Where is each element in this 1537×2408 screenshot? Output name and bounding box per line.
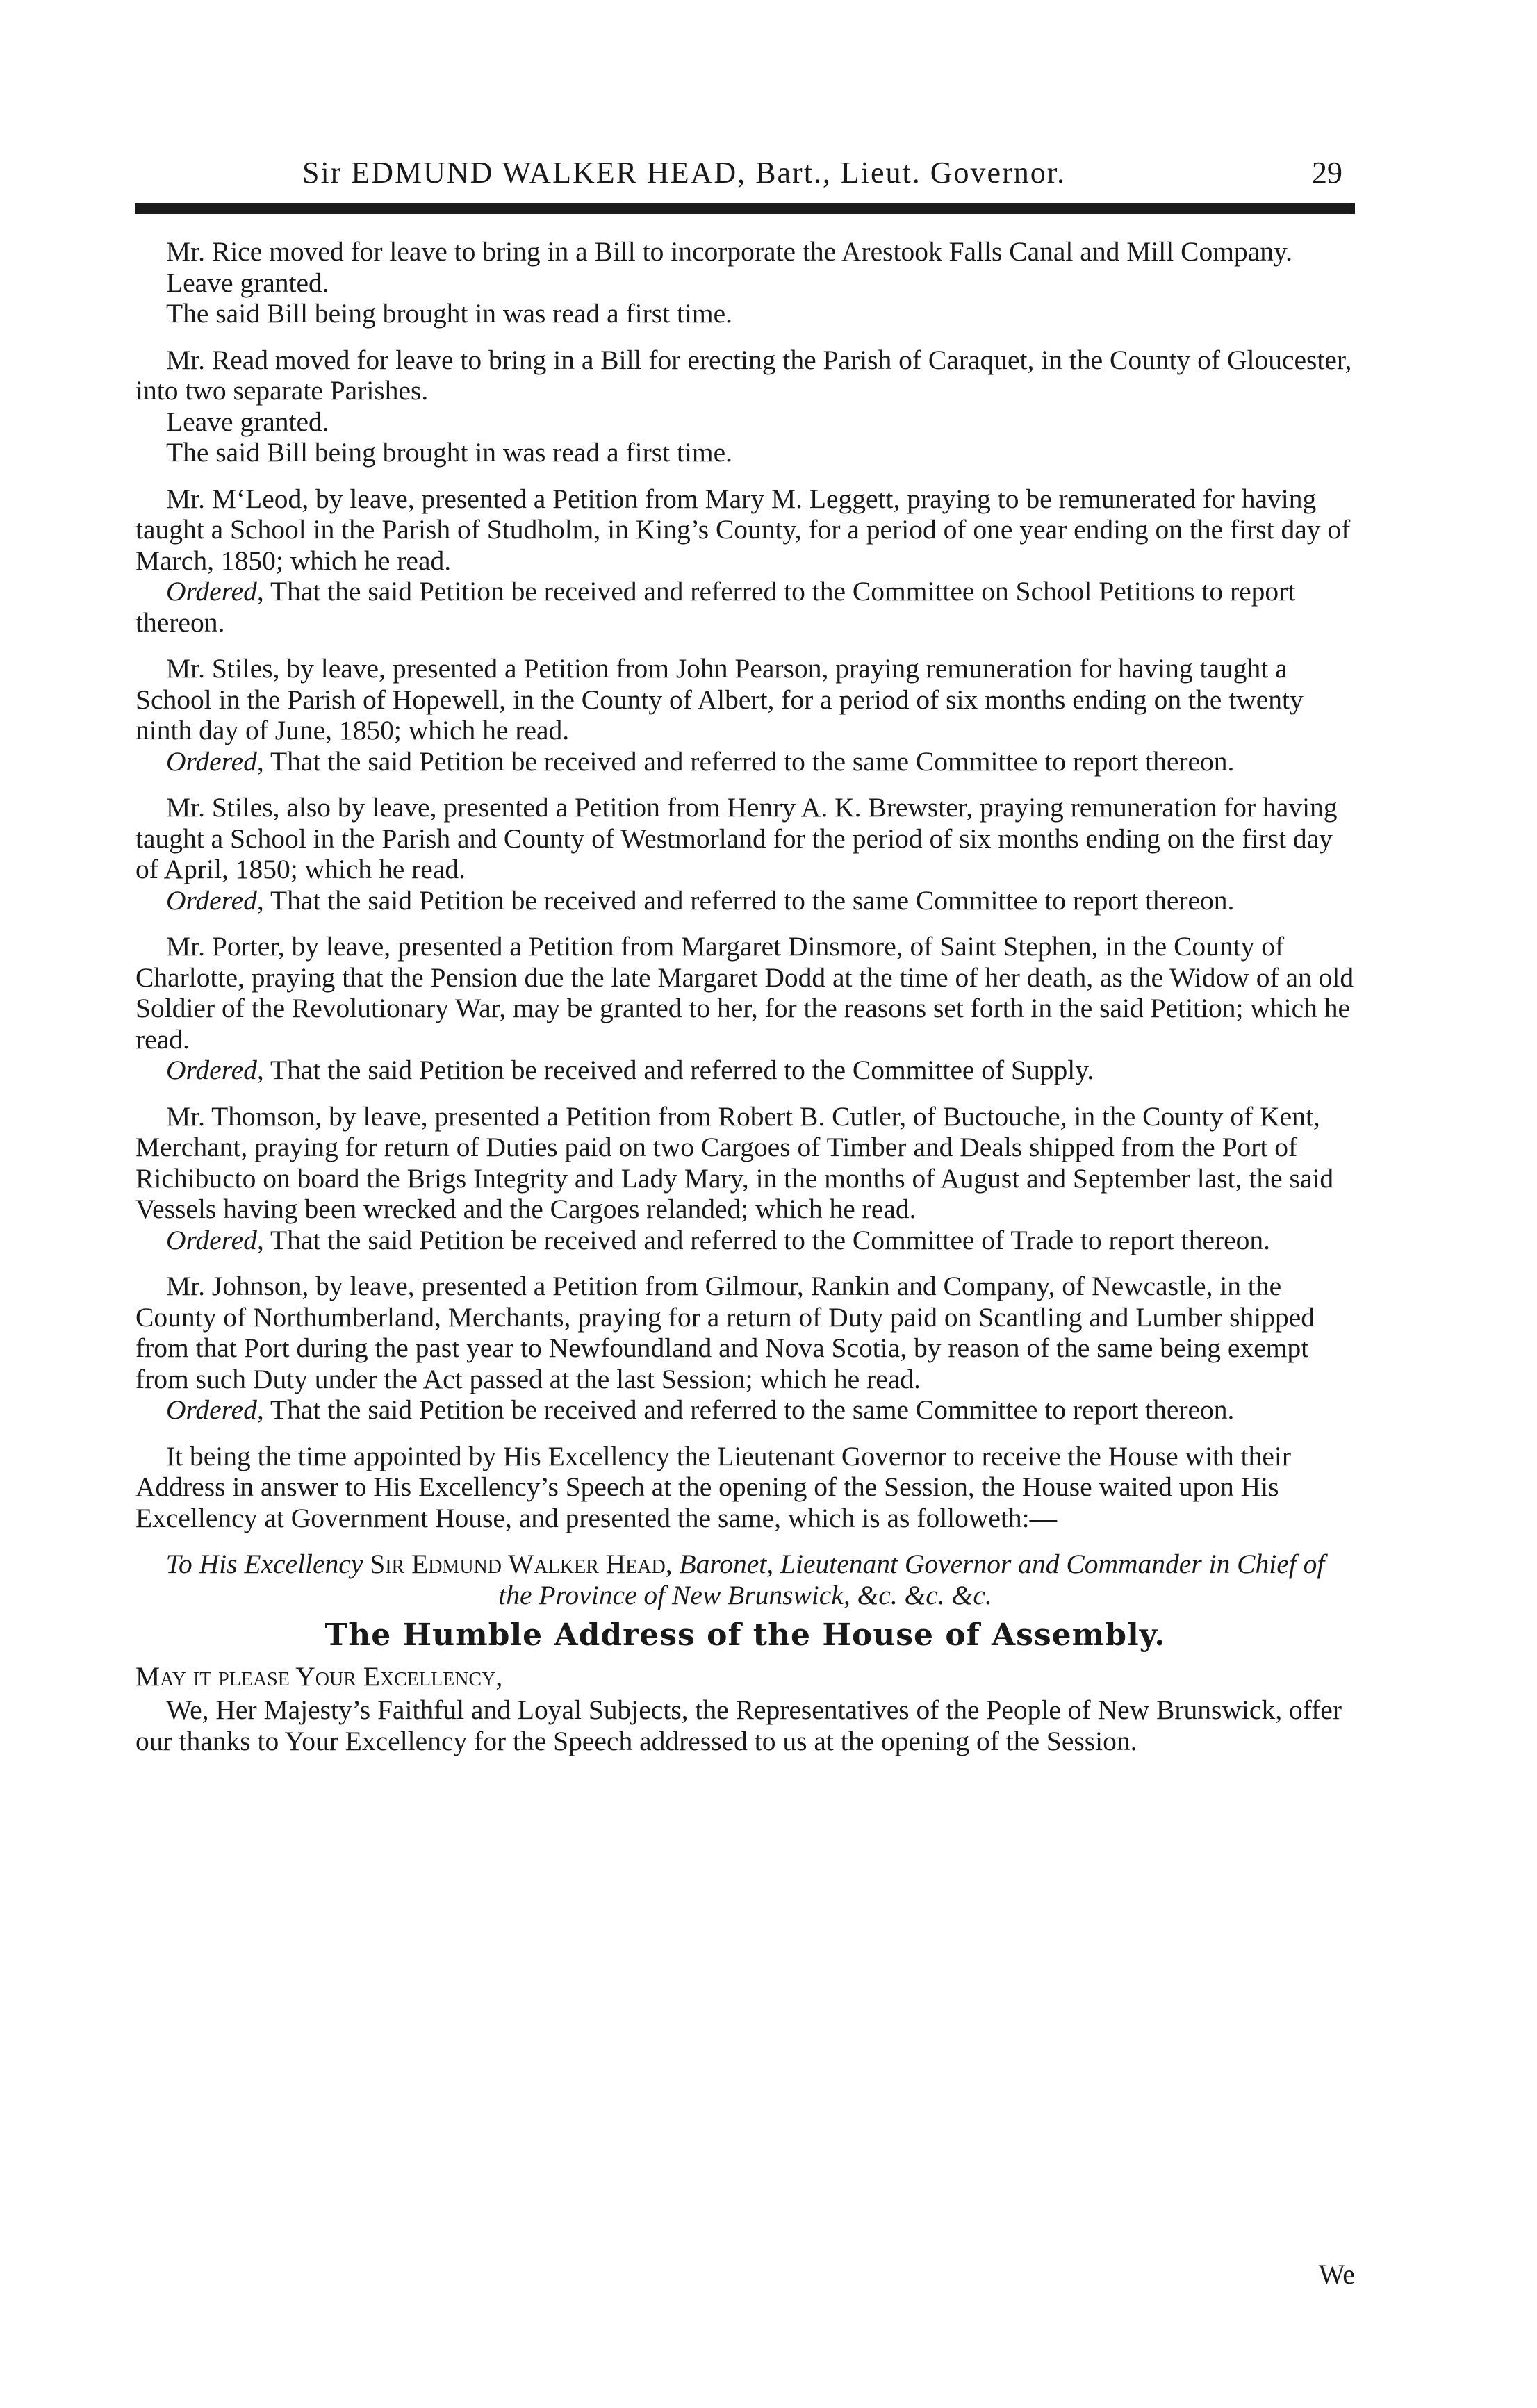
ordered-word: Ordered,	[166, 745, 264, 777]
entry-text: The said Bill being brought in was read a first time.	[166, 298, 733, 329]
ordered-text: That the said Petition be received and referred to the same Committee to report thereon.	[263, 1394, 1235, 1425]
address-to-rest: Baronet, Lieutenant Governor and Commander in Chief of the Province of New Brunswick, &c. &c. &c.	[498, 1549, 1325, 1610]
entry-text: The said Bill being brought in was read a first time.	[166, 437, 733, 468]
address-heading: The Humble Address of the House of Assembly.	[324, 1617, 1166, 1653]
page-body	[135, 236, 1355, 1772]
ordered-word: Ordered,	[166, 1224, 264, 1255]
entry-text: Mr. Stiles, by leave, presented a Petition from John Pearson, praying remuneration for having taught a School in the Parish of Hopewell, in the County of Albert, for a period of six months ending on the twenty ninth day of June, 1850; which he read.	[135, 653, 1304, 745]
ordered-word: Ordered,	[166, 1055, 264, 1085]
header-rule	[135, 203, 1355, 214]
address-to-prefix: To His Excellency	[165, 1549, 370, 1579]
ordered-line	[135, 885, 1355, 916]
entry-stiles-brewster-petition	[135, 792, 1355, 916]
entry-thomson-petition	[135, 1101, 1355, 1256]
entry-text: Mr. Read moved for leave to bring in a Bill for erecting the Parish of Caraquet, in the County of Gloucester, into two separate Parishes.	[135, 344, 1352, 406]
ordered-text: That the said Petition be received and referred to the Committee on School Petitions to report thereon.	[135, 576, 1296, 638]
entry-text: Mr. M‘Leod, by leave, presented a Petition from Mary M. Leggett, praying to be remunerated for having taught a School in the Parish of Studholm, in King’s County, for a period of one year ending on the first day of March, 1850; which he read.	[135, 483, 1351, 576]
entry-johnson-petition	[135, 1271, 1355, 1426]
catchword: We	[1318, 2259, 1355, 2290]
ordered-text: That the said Petition be received and referred to the Committee of Supply.	[263, 1055, 1094, 1085]
ordered-line	[135, 746, 1355, 777]
ordered-line	[135, 1055, 1355, 1086]
entry-text: Mr. Johnson, by leave, presented a Petition from Gilmour, Rankin and Company, of Newcastle, in the County of Northumberland, Merchants, praying for a return of Duty paid on Scantling and Lumber shipped from that Port during the past year to Newfoundland and Nova Scotia, by reason of the same being exempt from such Duty under the Act passed at the last Session; which he read.	[135, 1271, 1315, 1394]
address-body	[135, 1694, 1355, 1756]
entry-read-bill	[135, 345, 1355, 468]
ordered-line	[135, 576, 1355, 638]
page-header	[135, 149, 1355, 198]
entry-address-presented	[135, 1441, 1355, 1534]
page-number: 29	[1312, 156, 1342, 190]
entry-text: Mr. Stiles, also by leave, presented a Petition from Henry A. K. Brewster, praying remuneration for having taught a School in the Parish and County of Westmorland for the period of six months ending on the first day of April, 1850; which he read.	[135, 792, 1338, 884]
entry-text: Leave granted.	[166, 267, 329, 298]
address-body-text: We, Her Majesty’s Faithful and Loyal Subjects, the Representatives of the People of New Brunswick, offer our thanks to Your Excellency for the Speech addressed to us at the opening of the Session.	[135, 1694, 1342, 1756]
address-recipient	[135, 1549, 1355, 1610]
address-salutation: May it please Your Excellency,	[135, 1660, 503, 1692]
entry-text: Mr. Porter, by leave, presented a Petition from Margaret Dinsmore, of Saint Stephen, in the County of Charlotte, praying that the Pension due the late Margaret Dodd at the time of her death, as the Widow of an old Soldier of the Revolutionary War, may be granted to her, for the reasons set forth in the said Petition; which he read.	[135, 931, 1354, 1055]
entry-rice-bill	[135, 236, 1355, 329]
ordered-line	[135, 1225, 1355, 1256]
ordered-word: Ordered,	[166, 576, 264, 607]
ordered-line	[135, 1394, 1355, 1426]
address-to-name: Sir Edmund Walker Head,	[370, 1549, 673, 1579]
entry-porter-petition	[135, 931, 1355, 1086]
ordered-text: That the said Petition be received and referred to the Committee of Trade to report thereon.	[263, 1224, 1271, 1255]
entry-mleod-petition	[135, 484, 1355, 638]
ordered-text: That the said Petition be received and referred to the same Committee to report thereon.	[263, 884, 1235, 916]
ordered-word: Ordered,	[166, 1394, 264, 1425]
entry-text: Mr. Rice moved for leave to bring in a Bill to incorporate the Arestook Falls Canal and Mill Company.	[166, 236, 1293, 267]
entry-stiles-petition	[135, 653, 1355, 777]
entry-text: Mr. Thomson, by leave, presented a Petition from Robert B. Cutler, of Buctouche, in the County of Kent, Merchant, praying for return of Duties paid on two Cargoes of Timber and Deals shipped from the Port of Richibucto on board the Brigs Integrity and Lady Mary, in the months of August and September last, the said Vessels having been wrecked and the Cargoes relanded; which he read.	[135, 1100, 1334, 1224]
entry-text: Leave granted.	[166, 406, 329, 437]
ordered-word: Ordered,	[166, 884, 264, 916]
running-title: Sir EDMUND WALKER HEAD, Bart., Lieut. Governor.	[302, 156, 1066, 190]
entry-text: It being the time appointed by His Excellency the Lieutenant Governor to receive the House with their Address in answer to His Excellency’s Speech at the opening of the Session, the House waited upon His Excellency at Government House, and presented the same, which is as followeth:—	[135, 1440, 1291, 1533]
ordered-text: That the said Petition be received and referred to the same Committee to report thereon.	[263, 745, 1235, 777]
